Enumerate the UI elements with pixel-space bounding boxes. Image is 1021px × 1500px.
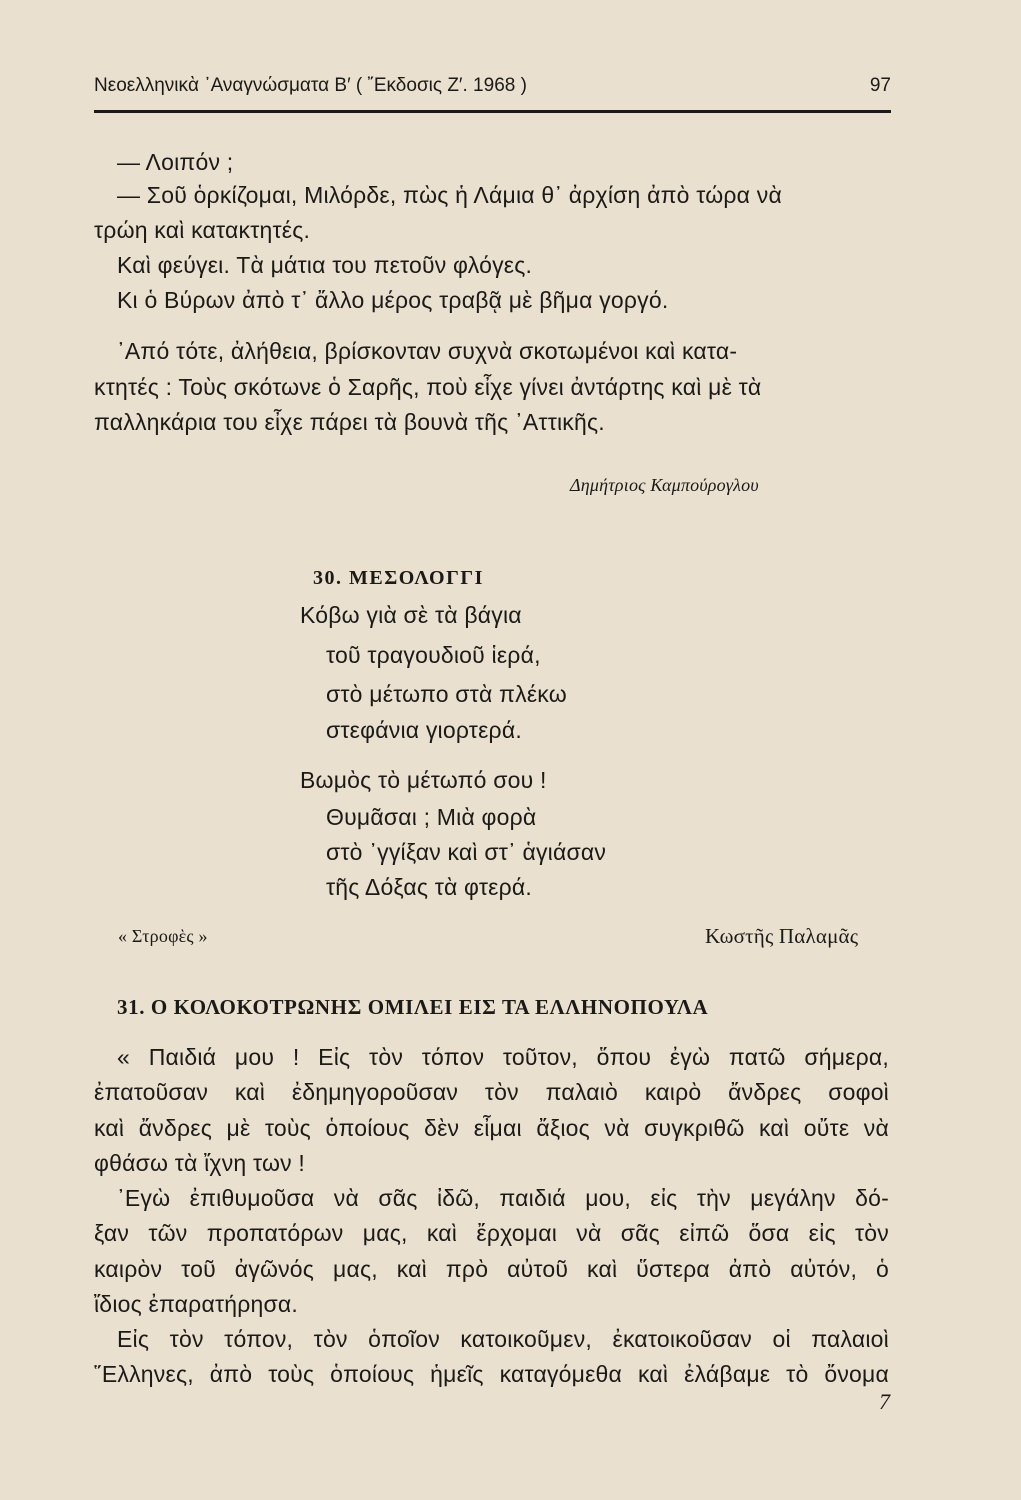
verse-line: στεφάνια γιορτερά. [326,717,522,743]
signature-mark: 7 [879,1389,890,1414]
verse-line: στὸ ᾽γγίξαν καὶ στ᾽ ἁγιάσαν [326,839,607,865]
section-title: 30. ΜΕΣΟΛΟΓΓΙ [313,567,484,589]
header-rule [94,110,891,113]
text-line: « Παιδιά μου ! Εἰς τὸν τόπον τοῦτον, ὅπου ἐγὼ πατῶ σήμερα, [117,1044,889,1070]
text-line: φθάσω τὰ ἴχνη των ! [94,1150,305,1176]
text-line: Καὶ φεύγει. Τὰ μάτια του πετοῦν φλόγες. [117,252,533,278]
text-line: ξαν τῶν προπατόρων μας, καὶ ἔρχομαι νὰ σᾶς εἰπῶ ὅσα εἰς τὸν [94,1220,889,1246]
section-title: 31. Ο ΚΟΛΟΚΟΤΡΩΝΗΣ ΟΜΙΛΕΙ ΕΙΣ ΤΑ ΕΛΛΗΝΟΠΟΥΛΑ [117,995,709,1019]
text-line: κτητές : Τοὺς σκότωνε ὁ Σαρῆς, ποὺ εἶχε γίνει ἀντάρτης καὶ μὲ τὰ [94,374,762,400]
poem-source: « Στροφὲς » [118,926,208,946]
text-line: ᾽Από τότε, ἀλήθεια, βρίσκονταν συχνὰ σκοτωμένοι καὶ κατα- [117,338,738,364]
text-line: ᾽Εγὼ ἐπιθυμοῦσα νὰ σᾶς ἰδῶ, παιδιά μου, εἰς τὴν μεγάλην δό- [117,1185,889,1211]
verse-line: στὸ μέτωπο στὰ πλέκω [326,681,567,707]
poem-author: Κωστῆς Παλαμᾶς [705,924,859,948]
text-line: καὶ ἄνδρες μὲ τοὺς ὁποίους δὲν εἶμαι ἄξιος νὰ συγκριθῶ καὶ οὔτε νὰ [94,1115,889,1141]
verse-line: Θυμᾶσαι ; Μιὰ φορὰ [326,804,537,830]
verse-line: Βωμὸς τὸ μέτωπό σου ! [300,767,547,793]
verse-line: Κόβω γιὰ σὲ τὰ βάγια [300,602,522,628]
text-line: Εἰς τὸν τόπον, τὸν ὁποῖον κατοικοῦμεν, ἐκατοικοῦσαν οἱ παλαιοὶ [117,1326,889,1352]
text-line: ἴδιος ἐπαρατήρησα. [94,1291,298,1317]
text-line: Κι ὁ Βύρων ἀπὸ τ᾽ ἄλλο μέρος τραβᾷ μὲ βῆμα γοργό. [117,287,669,313]
text-line: — Σοῦ ὁρκίζομαι, Μιλόρδε, πὼς ἡ Λάμια θ᾽ ἀρχίση ἀπὸ τώρα νὰ [117,182,782,208]
running-header [94,71,891,103]
page-number: 97 [869,75,891,96]
text-line: παλληκάρια του εἶχε πάρει τὰ βουνὰ τῆς ᾽Αττικῆς. [94,409,605,435]
text-line: ἐπατοῦσαν καὶ ἐδημηγοροῦσαν τὸν παλαιὸ καιρὸ ἄνδρες σοφοὶ [94,1079,889,1105]
header-title: Νεοελληνικὰ ᾽Αναγνώσματα Β′ ( ῎Εκδοσις Ζ′. 1968 ) [94,75,527,96]
text-line: καιρὸν τοῦ ἀγῶνός μας, καὶ πρὸ αὐτοῦ καὶ ὕστερα ἀπὸ αὐτόν, ὁ [94,1256,889,1282]
verse-line: τῆς Δόξας τὰ φτερά. [326,874,532,900]
text-line: — Λοιπόν ; [117,149,234,175]
text-line: τρώη καὶ κατακτητές. [94,217,311,243]
verse-line: τοῦ τραγουδιοῦ ἱερά, [326,642,541,668]
author-attribution: Δημήτριος Καμπούρογλου [570,475,759,495]
text-line: ῞Ελληνες, ἀπὸ τοὺς ὁποίους ἡμεῖς καταγόμεθα καὶ ἐλάβαμε τὸ ὄνομα [94,1361,889,1387]
